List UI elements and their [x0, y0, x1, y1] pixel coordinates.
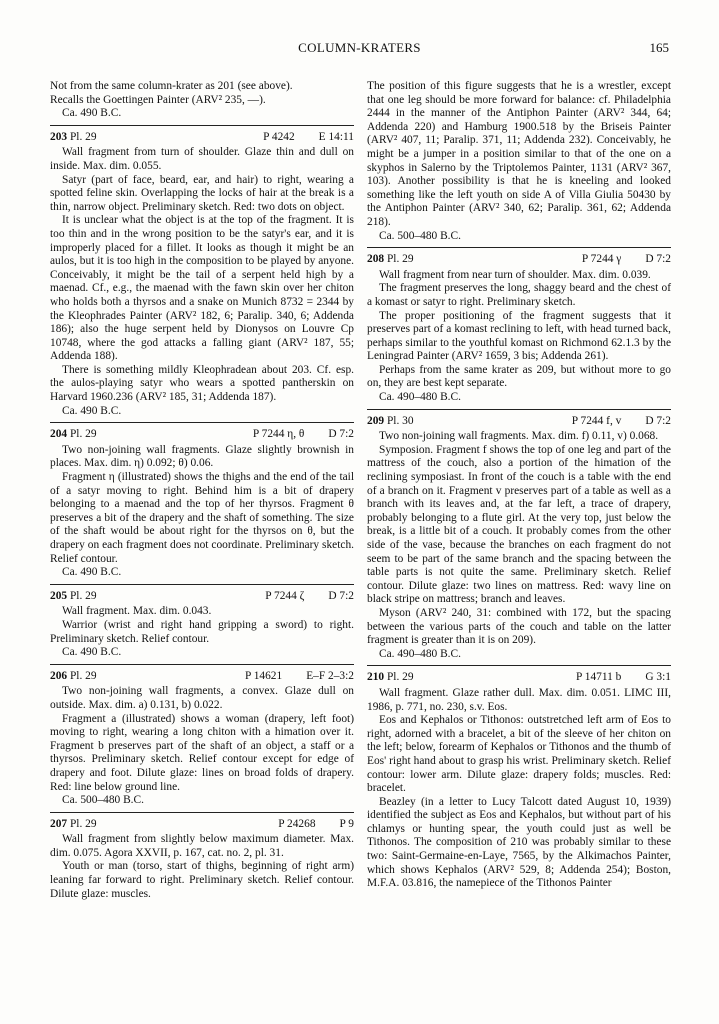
entry-number: 208: [367, 253, 385, 266]
entry-paragraph: Wall fragment from near turn of shoulder. Max. dim. 0.039.: [379, 268, 651, 281]
entry-paragraph: Warrior (wrist and right hand gripping a sword) to right. Preliminary sketch. Relief contour.: [50, 618, 354, 645]
entry-date: Ca. 500–480 B.C.: [62, 794, 144, 807]
entry-paragraph: Wall fragment from slightly below maximum diameter. Max. dim. 0.075. Agora XXVII, p. 167, cat. no. 2, pl. 31.: [50, 833, 354, 859]
entry-paragraph: Two non-joining wall fragments. Glaze slightly brownish in places. Max. dim. η) 0.092; θ) 0.06.: [50, 443, 354, 470]
entry-heading: [50, 818, 354, 832]
inventory-deposit: [576, 671, 671, 685]
continuation-line: Not from the same column-krater as 201 (see above).: [50, 80, 293, 92]
catalogue-entry: [50, 664, 354, 808]
inventory-deposit: [253, 428, 354, 442]
entry-heading: [367, 253, 671, 267]
inventory-number: P 4242: [263, 130, 295, 143]
deposit-location: P 9: [339, 817, 354, 830]
entry-divider: [367, 247, 671, 248]
entry-number: 204: [50, 428, 68, 441]
plate-ref: Pl. 29: [69, 130, 97, 143]
running-head-title: COLUMN-KRATERS: [298, 40, 421, 55]
inventory-deposit: [582, 253, 671, 267]
entry-paragraph: Youth or man (torso, start of thighs, beginning of right arm) leaning far forward to right. Preliminary sketch. Relief contour. Dilute glaze: muscles.: [50, 860, 354, 900]
deposit-location: D 7:2: [328, 428, 354, 441]
entry-heading: [50, 428, 354, 442]
inventory-number: P 7244 η, θ: [252, 428, 305, 441]
plate-ref: Pl. 29: [69, 817, 97, 830]
entry-paragraph: The fragment preserves the long, shaggy beard and the chest of a komast or satyr to right. Preliminary sketch.: [367, 282, 671, 308]
entry-number-plate: [50, 670, 97, 684]
entry-number: 206: [50, 669, 68, 682]
catalogue-entry: [367, 409, 671, 662]
entry-paragraph: Myson (ARV² 240, 31: combined with 172, but the spacing between the various parts of the couch and table on the latter fragment is greater than it is on 209).: [367, 606, 671, 647]
catalogue-entry: [50, 125, 354, 418]
plate-ref: Pl. 29: [386, 671, 414, 684]
plate-ref: Pl. 29: [69, 589, 97, 602]
entry-paragraph: Wall fragment from turn of shoulder. Glaze thin and dull on inside. Max. dim. 0.055.: [50, 146, 354, 172]
entry-paragraph: Perhaps from the same krater as 209, but without more to go on, they are best kept separate.: [367, 363, 671, 390]
running-head: [50, 40, 669, 62]
deposit-location: D 7:2: [328, 589, 354, 602]
deposit-location: D 7:2: [645, 414, 671, 427]
entry-date: Ca. 490–480 B.C.: [379, 391, 461, 404]
inventory-number: P 7244 γ: [581, 253, 622, 266]
entry-list: [367, 247, 671, 891]
catalogue-entry: [50, 584, 354, 660]
entry-date: Ca. 490 B.C.: [62, 107, 122, 120]
entry-number-plate: [367, 415, 414, 429]
entry-divider: [367, 409, 671, 410]
entry-divider: [50, 125, 354, 126]
inventory-number: P 24268: [278, 817, 316, 830]
entry-date: Ca. 490–480 B.C.: [379, 647, 461, 660]
page-number: 165: [649, 40, 669, 55]
deposit-location: D 7:2: [645, 253, 671, 266]
entry-paragraph: Satyr (part of face, beard, ear, and hair) to right, wearing a spotted feline skin. Overlapping the locks of hair at the break is a thin, narrow object. Preliminary sketch. Red: two dots on object.: [50, 173, 354, 213]
entry-divider: [50, 422, 354, 423]
inventory-number: P 14621: [244, 669, 283, 682]
entry-divider: [50, 664, 354, 665]
deposit-location: E 14:11: [318, 130, 354, 143]
plate-ref: Pl. 29: [69, 669, 97, 682]
catalogue-entry: [50, 812, 354, 902]
entry-number: 209: [367, 414, 385, 427]
entry-heading: [50, 670, 354, 684]
entry-number-plate: [50, 818, 97, 832]
entry-paragraph: Two non-joining wall fragments, a convex. Glaze dull on outside. Max. dim. a) 0.131, b) 0.022.: [50, 685, 354, 711]
entry-paragraph: Two non-joining wall fragments. Max. dim. f) 0.11, v) 0.068.: [379, 430, 659, 443]
entry-date: Ca. 490 B.C.: [62, 566, 122, 579]
entry-paragraph: There is something mildly Kleophradean about 203. Cf. esp. the aulos-playing satyr who wears a spotted pantherskin on Harvard 1960.236 (ARV² 185, 31; Addenda 187).: [50, 363, 354, 404]
inventory-deposit: [263, 131, 354, 145]
inventory-number: P 14711 b: [576, 671, 622, 684]
entry-date: Ca. 500–480 B.C.: [379, 229, 461, 242]
inventory-deposit: [278, 818, 354, 832]
entry-divider: [50, 584, 354, 585]
entry-heading: [367, 671, 671, 685]
entry-paragraph: Eos and Kephalos or Tithonos: outstretched left arm of Eos to right, adorned with a bracelet, a bit of the sleeve of her chiton on the left; below, forearm of Kephalos or Tithonos and the thumb of Eos' right hand about to grasp his wrist. Preliminary sketch. Relief contour: lower arm. Dilute glaze: drapery folds; muscles. Red: bracelet.: [367, 714, 671, 795]
inventory-number: P 7244 ζ: [265, 589, 305, 602]
continuation-paragraph: The position of this figure suggests that he is a wrestler, except that one leg should be more forward for balance: cf. Philadelphia 2444 in the manner of the Antiphon Painter (ARV² 344, 64; Addenda 220) and Hamburg 1900.518 by the Briseis Painter (ARV² 407, 11; Paralip. 371, 11; Addenda 232). Conceivably, he might be a jumper in a position similar to that of the one on a skyphos in Salerno by the Triptolemos Painter, 1131 (ARV² 367, 103). Another possibility is that he is kneeling and looked something like the left youth on side A of Villa Giulia 50430 by the Antiphon Painter (ARV² 340, 62; Paralip. 361, 62; Addenda 218).: [367, 80, 671, 228]
entry-number-plate: [50, 428, 97, 442]
entry-number-plate: [50, 590, 97, 604]
plate-ref: Pl. 29: [69, 428, 97, 441]
entry-heading: [50, 590, 354, 604]
entry-paragraph: Symposion. Fragment f shows the top of one leg and part of the mattress of the couch, also a portion of the himation of the reclining symposiast. In front of the couch is a table with the end of a branch on it. Fragment v preserves part of a table as well as a branch with its leaves and, at the far left, a trace of drapery, probably belonging to a flute girl. At the very top, just below the break, is a little bit of a couch. It probably comes from the other side of the vase, because the branches on each fragment do not seem to be part of the same branch and the spacing between the table parts is not quite the same. Preliminary sketch. Relief contour. Dilute glaze: two lines on mattress. Red: wavy line on black stripe on mattress; branch and leaves.: [367, 443, 671, 606]
plate-ref: Pl. 29: [386, 253, 414, 266]
inventory-deposit: [572, 415, 671, 429]
entry-number: 203: [50, 130, 68, 143]
entry-heading: [367, 415, 671, 429]
entry-paragraph: Fragment η (illustrated) shows the thighs and the end of the tail of a satyr moving to right. Behind him is a bit of drapery belonging to a maenad and the top of her thyrsos. Fragment θ preserves a bit of the drapery and the shaft of something. The size of the shaft would be about right for the thyrsos on θ, but the drapery on each fragment does not coordinate. Preliminary sketch. Relief contour.: [50, 471, 354, 565]
entry-paragraph: Wall fragment. Max. dim. 0.043.: [62, 605, 212, 618]
inventory-deposit: [265, 590, 354, 604]
entry-number: 207: [50, 817, 68, 830]
entry-paragraph: Beazley (in a letter to Lucy Talcott dated August 10, 1939) identified the subject as Eos and Kephalos, but without part of his chlamys or hunting spear, the youth could just as well be Tithonos. The composition of 210 was probably similar to these two: Saint-Germaine-en-Laye, 7565, by the Alkimachos Painter, which shows Kephalos (ARV² 529, 8; Addenda 254); Boston, M.F.A. 03.816, the namepiece of the Tithonos Painter: [367, 795, 671, 890]
catalogue-entry: [367, 247, 671, 405]
entry-date: Ca. 490 B.C.: [62, 646, 122, 659]
catalogue-entry: [367, 665, 671, 891]
plate-ref: Pl. 30: [386, 414, 414, 427]
deposit-location: G 3:1: [645, 671, 671, 684]
continuation-line: Recalls the Goettingen Painter (ARV² 235, —).: [50, 93, 266, 106]
entry-list: [50, 125, 354, 901]
entry-number-plate: [367, 671, 414, 685]
left-column: [50, 80, 354, 901]
entry-divider: [367, 665, 671, 666]
entry-divider: [50, 812, 354, 813]
right-column: [367, 80, 671, 891]
entry-paragraph: It is unclear what the object is at the top of the fragment. It is too thin and in the wrong position to be the satyr's ear, and it is improperly placed for a fillet. It looks as though it might be an aulos, but it is too high in the composition to be played by anyone. Conceivably, it might be the tail of a serpent held high by a maenad. Cf., e.g., the maenad with the fawn skin over her chiton who holds both a thyrsos and a snake on Munich 8732 = 2344 by the Kleophrades Painter (ARV² 182, 6; Paralip. 340, 6; Addenda 186); also the huge serpent held by Dionysos on Louvre Cp 10748, where the god attacks a falling giant (ARV² 187, 55; Addenda 188).: [50, 214, 354, 363]
entry-number-plate: [367, 253, 414, 267]
entry-paragraph: Wall fragment. Glaze rather dull. Max. dim. 0.051. LIMC III, 1986, p. 771, no. 230, s.v. Eos.: [367, 686, 671, 713]
entry-number-plate: [50, 131, 97, 145]
entry-paragraph: The proper positioning of the fragment suggests that it preserves part of a komast reclining to left, with head turned back, perhaps similar to the youthful komast on Richmond 62.1.3 by the Leningrad Painter (ARV² 1659, 3 bis; Addenda 261).: [367, 309, 671, 363]
inventory-number: P 7244 f, v: [571, 414, 622, 427]
catalogue-entry: [50, 422, 354, 580]
entry-date: Ca. 490 B.C.: [62, 404, 122, 417]
inventory-deposit: [245, 670, 354, 684]
entry-heading: [50, 131, 354, 145]
entry-number: 210: [367, 671, 385, 684]
entry-number: 205: [50, 589, 68, 602]
entry-paragraph: Fragment a (illustrated) shows a woman (drapery, left foot) moving to right, wearing a long chiton with a himation over it. Fragment b preserves part of the shaft of an object, a staff or a thyrsos. Preliminary sketch. Relief contour except for edge of drapery and foot. Dilute glaze: lines on broad folds of drapery. Red: line below ground line.: [50, 712, 354, 793]
deposit-location: E–F 2–3:2: [306, 669, 354, 682]
